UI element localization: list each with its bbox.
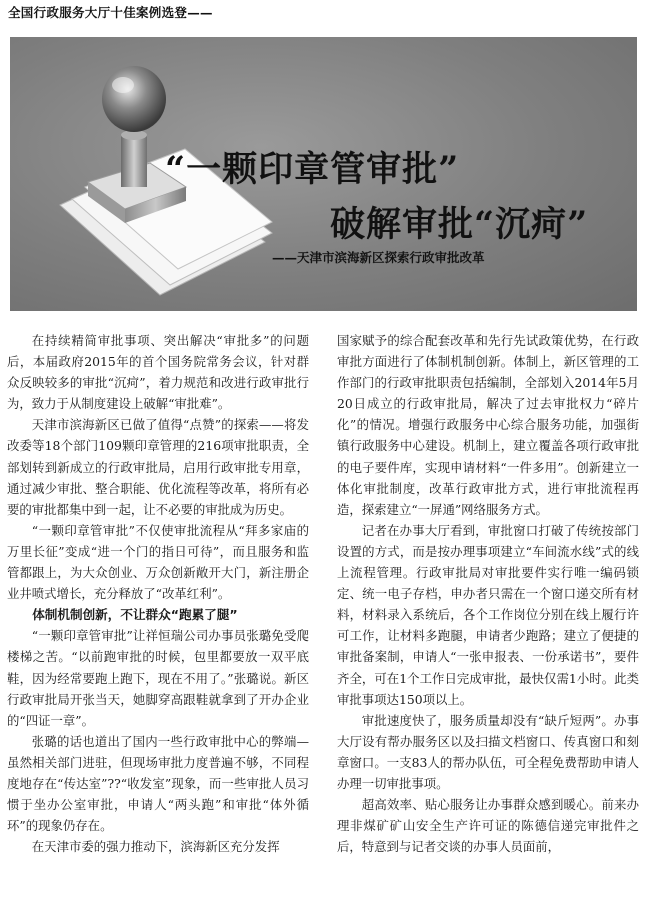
paragraph: 记者在办事大厅看到，审批窗口打破了传统按部门设置的方式，而是按办理事项建立“车间流水线”式的线上流程管理。行政审批局对审批要件实行唯一编码锁定、统一电子存档，申办者只需在一个窗口递交所有材料，材料录入系统后，各个工作岗位分别在线上履行许可工作，让材料多跑腿，申请者少跑路；建立了便捷的审批备案制，申请人“一张申报表、一份承诺书”，要件齐全，可在1个工作日完成审批，最快仅需1小时。此类审批事项达150项以上。	[337, 522, 639, 707]
paragraph: 在持续精简审批事项、突出解决“审批多”的问题后，本届政府2015年的首个国务院常务会议，针对群众反映较多的审批“沉疴”，着力规范和改进行政审批行为，致力于从制度建设上破解“审批难”。	[7, 333, 309, 412]
paragraph: 审批速度快了，服务质量却没有“缺斤短两”。办事大厅设有帮办服务区以及扫描文档窗口、传真窗口和刻章窗口。一支83人的帮办队伍，可全程免费帮助申请人办理一切审批事项。	[337, 712, 639, 791]
paragraph: “一颗印章管审批”不仅使审批流程从“拜多家庙的万里长征”变成“进一个门的指日可待”，而且服务和监管都跟上，为大众创业、万众创新敞开大门，新注册企业井喷式增长，充分释放了“改革红利”。	[7, 522, 309, 602]
headline-line-1: “一颗印章管审批”	[165, 149, 460, 190]
article-column-left	[7, 330, 309, 857]
headline-line-2: 破解审批“沉疴”	[330, 204, 589, 245]
paragraph-continued: 国家赋予的综合配套改革和先行先试政策优势，在行政审批方面进行了体制机制创新。体制上，新区管理的工作部门的行政审批职责包括编制，全部划入2014年5月20日成立的行政审批局，解决了过去审批权力“碎片化”的情况。增强行政服务中心综合服务功能，加强街镇行政服务中心建设。机制上，建立覆盖各项行政审批的电子要件库，实现申请材料“一件多用”。创新建立一体化审批制度，改革行政审批方式，进行审批流程再造，探索建立“一屏通”网络服务方式。	[337, 333, 639, 517]
paragraph: 在天津市委的强力推动下，滨海新区充分发挥	[31, 839, 280, 855]
hero-banner	[10, 37, 637, 311]
series-header: 全国行政服务大厅十佳案例选登——	[8, 5, 213, 20]
paragraph: “一颗印章管审批”让祥恒瑞公司办事员张璐免受爬楼梯之苦。“以前跑审批的时候，包里都要放一双平底鞋，因为经常要跑上跑下，现在不用了。”张璐说。新区行政审批局开张当天，她脚穿高跟鞋就拿到了开办企业的“四证一章”。	[7, 628, 309, 728]
headline-subtitle: ——天津市滨海新区探索行政审批改革	[272, 250, 485, 265]
paragraph: 张璐的话也道出了国内一些行政审批中心的弊端—虽然相关部门进驻，但现场审批力度普遍不够，不同程度地存在“传达室”??“收发室”现象，而一些审批人员习惯于坐办公室审批，申请人“两头跑”和审批“体外循环”的现象仍存在。	[7, 733, 309, 834]
paragraph: 超高效率、贴心服务让办事群众感到暖心。前来办理非煤矿矿山安全生产许可证的陈德信递完审批件之后，特意到与记者交谈的办事人员面前，	[337, 797, 639, 855]
paragraph: 天津市滨海新区已做了值得“点赞”的探索——将发改委等18个部门109颗印章管理的216项审批职责，全部划转到新成立的行政审批局，启用行政审批专用章，通过减少审批、整合职能、优化流程等改革，将所有必要的审批都集中到一起，让不必要的审批成为历史。	[7, 417, 309, 517]
article-column-right	[337, 330, 639, 857]
section-heading: 体制机制创新，不让群众“跑累了腿”	[32, 607, 238, 623]
